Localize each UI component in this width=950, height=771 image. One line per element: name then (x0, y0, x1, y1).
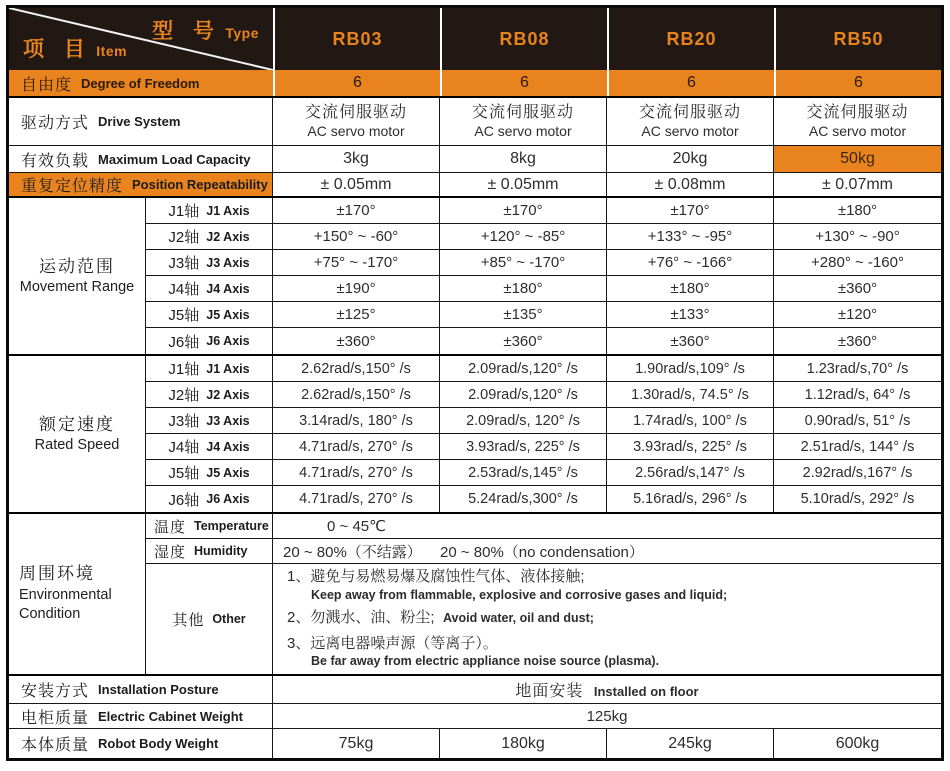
speed-j4-rb20: 3.93rad/s, 225° /s (607, 434, 774, 460)
repeatability-value-rb20 (607, 173, 774, 196)
installation-row (9, 676, 941, 704)
installation-value-cn: 地面安装 (515, 683, 584, 700)
load-capacity-row (9, 146, 941, 173)
drive-val-cn: 交流伺服驱动 (638, 104, 741, 122)
speed-j1-rb08: 2.09rad/s,120° /s (440, 356, 607, 382)
speed-j6-rb03: 4.71rad/s, 270° /s (273, 486, 440, 512)
rep-val: ± 0.05mm (487, 175, 559, 193)
movement-j4-rb20: ±180° (607, 276, 774, 302)
movement-j3-rb03: +75° ~ -170° (273, 250, 440, 276)
type-en: Type (225, 25, 259, 41)
drive-val-en: AC servo motor (641, 122, 739, 139)
movement-j4-rb50: ±360° (774, 276, 941, 302)
other-item-3 (287, 634, 727, 670)
movement-j6-rb20: ±360° (607, 328, 774, 354)
speed-j6-rb50: 5.10rad/s, 292° /s (800, 491, 915, 507)
load-label (9, 146, 273, 172)
drive-val-cn: 交流伺服驱动 (471, 104, 574, 122)
repeatability-row (9, 173, 941, 198)
axis-en: J5 Axis (206, 307, 250, 322)
repeatability-value-rb03 (273, 173, 440, 196)
movement-j6-rb50: ±360° (837, 332, 878, 350)
item-cn: 项 目 (23, 38, 92, 61)
movement-j2-rb08: +120° ~ -85° (440, 224, 607, 250)
movement-j5-rb08: ±135° (440, 302, 607, 328)
load-label-en: Maximum Load Capacity (98, 151, 251, 167)
speed-label-cn: 额定速度 (39, 414, 115, 434)
installation-value-en: Installed on floor (593, 684, 699, 699)
other-label (146, 564, 273, 674)
rated-speed-section (9, 356, 941, 514)
axis-cn: J1轴 (168, 361, 200, 378)
temperature-cn: 温度 (154, 518, 187, 536)
axis-en: J6 Axis (206, 334, 250, 348)
speed-label-en: Rated Speed (34, 436, 120, 453)
speed-j5-rb03: 4.71rad/s, 270° /s (273, 460, 440, 486)
cabinet-label (9, 704, 273, 728)
axis-cn: J4轴 (168, 281, 200, 298)
other-cn: 其他 (172, 611, 205, 629)
header-corner-cell (9, 8, 273, 70)
drive-val-cn: 交流伺服驱动 (806, 104, 909, 122)
axis-cn: J5轴 (168, 307, 200, 324)
load-value-rb20 (607, 146, 774, 172)
other-item1-cn: 1、避免与易燃易爆及腐蚀性气体、液体接触; (287, 568, 585, 586)
rep-val: ± 0.05mm (320, 175, 392, 193)
speed-j5-rb50: 2.92rad/s,167° /s (774, 460, 941, 486)
environment-label-en: Environmental Condition (19, 586, 112, 623)
movement-j3-rb20: +76° ~ -166° (607, 250, 774, 276)
dof-label (9, 70, 273, 96)
drive-val-en: AC servo motor (474, 122, 572, 139)
item-en: Item (96, 43, 128, 59)
axis-label-j5 (146, 302, 273, 328)
load-value-rb50-highlighted (774, 146, 941, 172)
drive-label-cn: 驱动方式 (21, 115, 90, 132)
speed-j1-rb20: 1.90rad/s,109° /s (607, 356, 774, 382)
dof-label-en: Degree of Freedom (81, 75, 200, 91)
axis-label-j5 (146, 460, 273, 486)
speed-j2-rb20: 1.30rad/s, 74.5° /s (607, 382, 774, 408)
installation-value (440, 678, 774, 701)
movement-j2-rb50: +130° ~ -90° (774, 224, 941, 250)
other-item2-en: Avoid water, oil and dust; (442, 611, 594, 626)
type-cn: 型 号 (152, 20, 221, 43)
movement-label-en: Movement Range (19, 278, 135, 295)
other-item3-cn: 3、远离电器噪声源（等离子）。 (287, 634, 498, 652)
drive-val-en: AC servo motor (808, 122, 907, 139)
speed-j4-rb50: 2.51rad/s, 144° /s (774, 434, 941, 460)
temperature-label (146, 514, 273, 539)
movement-j3-rb50: +280° ~ -160° (774, 250, 941, 276)
drive-label-en: Drive System (98, 114, 181, 129)
dof-val: 6 (353, 74, 362, 91)
axis-en: J2 Axis (206, 229, 250, 244)
axis-label-j3 (146, 408, 273, 434)
cabinet-label-en: Electric Cabinet Weight (98, 708, 243, 724)
dof-val: 6 (854, 74, 863, 91)
cabinet-value-cell (273, 704, 941, 728)
cabinet-weight-row (9, 704, 941, 729)
body-weight-val: 245kg (668, 734, 712, 752)
speed-j4-rb08: 3.93rad/s, 225° /s (440, 434, 607, 460)
axis-label-j3 (146, 250, 273, 276)
load-value-rb08 (440, 146, 607, 172)
dof-value-rb08 (440, 70, 607, 96)
movement-j1-rb03: ±170° (273, 198, 440, 224)
other-item1-en: Keep away from flammable, explosive and corrosive gases and liquid; (311, 587, 728, 602)
speed-j1-rb50: 1.23rad/s,70° /s (774, 356, 941, 382)
table-header-row (9, 8, 941, 70)
speed-j2-rb03: 2.62rad/s,150° /s (273, 382, 440, 408)
humidity-value-en: 20 ~ 80%（no condensation） (440, 543, 644, 561)
model-header-rb03: RB03 (273, 8, 440, 70)
movement-label-cn: 运动范围 (39, 256, 115, 276)
movement-j2-rb20: +133° ~ -95° (607, 224, 774, 250)
axis-label-j1 (146, 356, 273, 382)
speed-j5-rb08: 2.53rad/s,145° /s (440, 460, 607, 486)
repeatability-label-en: Position Repeatability (132, 177, 268, 192)
load-val: 20kg (672, 150, 708, 167)
speed-j6-rb20: 5.16rad/s, 296° /s (607, 486, 774, 512)
repeatability-label-cn: 重复定位精度 (21, 178, 124, 195)
body-weight-label-cn: 本体质量 (21, 737, 90, 754)
dof-value-rb50 (774, 70, 941, 96)
other-item3-en: Be far away from electric appliance noise source (plasma). (311, 654, 660, 669)
movement-j5-rb50: ±120° (774, 302, 941, 328)
axis-en: J1 Axis (206, 361, 250, 376)
movement-j5-rb03: ±125° (273, 302, 440, 328)
installation-label (9, 676, 273, 703)
installation-label-en: Installation Posture (98, 682, 219, 697)
drive-value-rb50 (774, 98, 941, 145)
humidity-en: Humidity (194, 544, 248, 558)
body-weight-rb50 (774, 729, 941, 758)
installation-value-cell (273, 676, 941, 703)
load-value-rb03 (273, 146, 440, 172)
humidity-label (146, 539, 273, 564)
body-weight-label-en: Robot Body Weight (98, 736, 219, 751)
repeatability-label (9, 173, 273, 196)
axis-en: J1 Axis (206, 203, 250, 218)
axis-en: J3 Axis (206, 413, 250, 428)
dof-val: 6 (520, 74, 529, 91)
movement-j4-rb08: ±180° (440, 276, 607, 302)
dof-label-cn: 自由度 (21, 76, 73, 94)
drive-value-rb03 (273, 98, 440, 145)
humidity-cn: 湿度 (154, 543, 187, 561)
body-weight-rb20 (607, 729, 774, 758)
axis-cn: J3轴 (168, 413, 200, 430)
movement-j3-rb08: +85° ~ -170° (440, 250, 607, 276)
drive-value-rb08 (440, 98, 607, 145)
load-val: 8kg (510, 150, 536, 167)
header-type-label (152, 15, 259, 45)
axis-label-j2 (146, 382, 273, 408)
other-item-1 (287, 567, 727, 603)
environment-section (9, 514, 941, 676)
axis-cn: J5轴 (168, 465, 200, 482)
drive-val-cn: 交流伺服驱动 (304, 104, 407, 122)
axis-en: J3 Axis (206, 255, 250, 270)
temperature-en: Temperature (194, 519, 269, 533)
drive-val-en: AC servo motor (307, 122, 405, 139)
temperature-value-cell (273, 514, 941, 539)
speed-j3-rb20: 1.74rad/s, 100° /s (607, 408, 774, 434)
temperature-value: 0 ~ 45℃ (327, 518, 386, 535)
other-value-cell (273, 564, 941, 674)
other-en: Other (212, 612, 246, 626)
axis-label-j6 (146, 486, 273, 512)
axis-en: J2 Axis (206, 387, 250, 402)
axis-label-j1 (146, 198, 273, 224)
axis-cn: J3轴 (168, 255, 200, 272)
speed-j2-rb50: 1.12rad/s, 64° /s (774, 382, 941, 408)
other-notes (273, 557, 741, 680)
speed-j3-rb08: 2.09rad/s, 120° /s (440, 408, 607, 434)
cabinet-label-cn: 电柜质量 (21, 709, 90, 727)
axis-cn: J6轴 (168, 333, 200, 351)
body-weight-row (9, 729, 941, 758)
environment-label-cn: 周围环境 (19, 563, 95, 583)
body-weight-val: 75kg (338, 734, 374, 752)
dof-value-rb20 (607, 70, 774, 96)
load-label-cn: 有效负载 (21, 152, 90, 170)
load-val: 3kg (343, 150, 369, 167)
axis-cn: J6轴 (168, 491, 200, 509)
model-header-rb50: RB50 (774, 8, 941, 70)
movement-j2-rb03: +150° ~ -60° (273, 224, 440, 250)
speed-j2-rb08: 2.09rad/s,120° /s (440, 382, 607, 408)
drive-label (9, 98, 273, 145)
axis-label-j2 (146, 224, 273, 250)
body-weight-val: 600kg (835, 734, 880, 752)
axis-label-j4 (146, 434, 273, 460)
dof-value-rb03 (273, 70, 440, 96)
body-weight-rb08 (440, 729, 607, 758)
environment-group-label (9, 514, 146, 674)
body-weight-label (9, 729, 273, 758)
axis-cn: J2轴 (168, 229, 200, 246)
movement-j6-rb08: ±360° (440, 328, 607, 354)
spec-table (6, 5, 944, 761)
movement-j4-rb03: ±190° (273, 276, 440, 302)
drive-system-row (9, 98, 941, 146)
movement-j1-rb20: ±170° (607, 198, 774, 224)
axis-cn: J4轴 (168, 439, 200, 456)
header-item-label (23, 33, 127, 63)
dof-row (9, 70, 941, 98)
movement-j6-rb03: ±360° (273, 328, 440, 354)
speed-j5-rb20: 2.56rad/s,147° /s (607, 460, 774, 486)
speed-j6-rb08: 5.24rad/s,300° /s (440, 486, 607, 512)
movement-j1-rb08: ±170° (440, 198, 607, 224)
repeatability-value-rb50 (774, 173, 941, 196)
axis-cn: J2轴 (168, 387, 200, 404)
model-header-rb20: RB20 (607, 8, 774, 70)
dof-val: 6 (687, 74, 696, 91)
axis-en: J4 Axis (206, 281, 250, 296)
installation-label-cn: 安装方式 (21, 683, 90, 700)
cabinet-value: 125kg (586, 707, 628, 725)
speed-j3-rb50: 0.90rad/s, 51° /s (774, 408, 941, 434)
other-item-2 (287, 608, 727, 629)
movement-range-group-label (9, 198, 146, 354)
repeatability-value-rb08 (440, 173, 607, 196)
body-weight-val: 180kg (501, 734, 545, 752)
drive-value-rb20 (607, 98, 774, 145)
model-header-rb08: RB08 (440, 8, 607, 70)
axis-cn: J1轴 (168, 203, 200, 220)
body-weight-rb03 (273, 729, 440, 758)
axis-en: J5 Axis (206, 465, 250, 480)
rated-speed-group-label (9, 356, 146, 512)
axis-label-j4 (146, 276, 273, 302)
movement-range-section (9, 198, 941, 356)
humidity-value-cn: 20 ~ 80%（不结露） (283, 543, 422, 561)
other-item2-cn: 2、勿溅水、油、粉尘; (287, 609, 435, 627)
speed-j1-rb03: 2.62rad/s,150° /s (273, 356, 440, 382)
rep-val: ± 0.08mm (654, 175, 726, 193)
rep-val: ± 0.07mm (821, 175, 894, 193)
movement-j1-rb50: ±180° (774, 198, 941, 224)
axis-en: J6 Axis (206, 492, 250, 506)
speed-j4-rb03: 4.71rad/s, 270° /s (273, 434, 440, 460)
speed-j3-rb03: 3.14rad/s, 180° /s (273, 408, 440, 434)
axis-en: J4 Axis (206, 439, 250, 454)
axis-label-j6 (146, 328, 273, 354)
movement-j5-rb20: ±133° (607, 302, 774, 328)
load-val: 50kg (840, 150, 875, 167)
